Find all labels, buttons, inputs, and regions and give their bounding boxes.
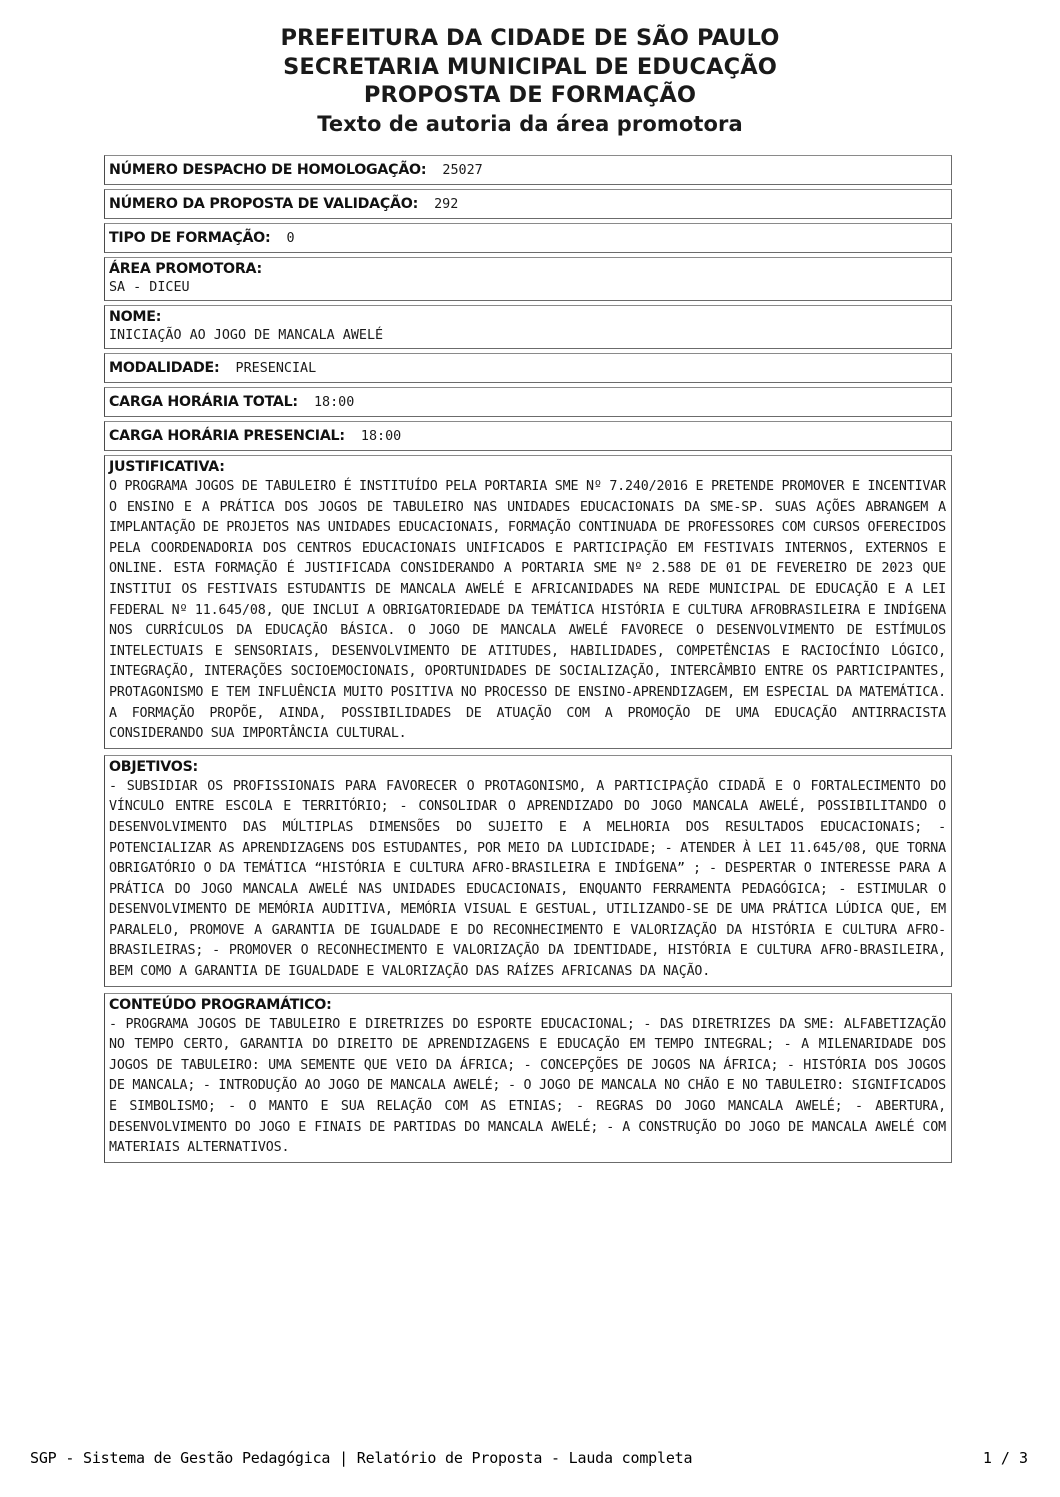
document-footer xyxy=(0,1447,1060,1469)
section-conteudo-label: CONTEÚDO PROGRAMÁTICO: xyxy=(109,996,332,1013)
section-objetivos-label: OBJETIVOS: xyxy=(109,758,198,775)
field-despacho-label: NÚMERO DESPACHO DE HOMOLOGAÇÃO: xyxy=(109,162,427,178)
section-justificativa-label: JUSTIFICATIVA: xyxy=(109,459,225,475)
section-justificativa-text: O PROGRAMA JOGOS DE TABULEIRO É INSTITUÍDO PELA PORTARIA SME Nº 7.240/2016 E PRETENDE PROMOVER E INCENTIVAR O ENSINO E A PRÁTICA DOS JOGOS DE TABULEIRO NAS UNIDADES EDUCACIONAIS DA SME-SP. SUAS AÇÕES ABRANGEM A IMPLANTAÇÃO DE PROJETOS NAS UNIDADES EDUCACIONAIS, FORMAÇÃO CONTINUADA DE PROFESSORES COM CURSOS OFERECIDOS PELA COORDENADORIA DOS CENTROS EDUCACIONAIS UNIFICADOS E PARTICIPAÇÃO EM FESTIVAIS INTERNOS, EXTERNOS E ONLINE. ESTA FORMAÇÃO É JUSTIFICADA CONSIDERANDO A PORTARIA SME Nº 2.588 DE 01 DE FEVEREIRO DE 2023 QUE INSTITUI OS FESTIVAIS ESTUDANTIS DE MANCALA AWELÉ E AFRICANIDADES NA REDE MUNICIPAL DE EDUCAÇÃO E A LEI FEDERAL Nº 11.645/08, QUE INCLUI A OBRIGATORIEDADE DA TEMÁTICA HISTÓRIA E CULTURA AFROBRASILEIRA E INDÍGENA NOS CURRÍCULOS DA EDUCAÇÃO BÁSICA. O JOGO DE MANCALA AWELÉ FAVORECE O DESENVOLVIMENTO DE ESTÍMULOS INTELECTUAIS E SENSORIAIS, DESENVOLVIMENTO DE ATITUDES, HABILIDADES, COMPETÊNCIAS E RACIOCÍNIO LÓGICO, INTEGRAÇÃO, INTERAÇÕES SOCIOEMOCIONAIS, OPORTUNIDADES DE SOCIALIZAÇÃO, INTERCÂMBIO ENTRE OS PARTICIPANTES, PROTAGONISMO E TEM INFLUÊNCIA MUITO POSITIVA NO PROCESSO DE ENSINO-APRENDIZAGEM, EM ESPECIAL DA MATEMÁTICA. A FORMAÇÃO PROPÕE, AINDA, POSSIBILIDADES DE ATUAÇÃO COM A PROMOÇÃO DE UMA EDUCAÇÃO ANTIRRACISTA CONSIDERANDO SUA IMPORTÂNCIA CULTURAL. xyxy=(109,479,946,742)
field-carga-horaria-total xyxy=(104,387,952,417)
field-carga-total-label: CARGA HORÁRIA TOTAL: xyxy=(109,394,298,410)
field-proposta-label: NÚMERO DA PROPOSTA DE VALIDAÇÃO: xyxy=(109,196,418,212)
section-justificativa xyxy=(104,455,952,749)
field-carga-presencial-value: 18:00 xyxy=(360,429,402,444)
field-proposta-value: 292 xyxy=(434,197,459,212)
section-objetivos-text: - SUBSIDIAR OS PROFISSIONAIS PARA FAVORECER O PROTAGONISMO, A PARTICIPAÇÃO CIDADÃ E O FORTALECIMENTO DO VÍNCULO ENTRE ESCOLA E TERRITÓRIO; - CONSOLIDAR O APRENDIZADO DO JOGO MANCALA AWELÉ, POSSIBILITANDO O DESENVOLVIMENTO DAS MÚLTIPLAS DIMENSÕES DO SUJEITO E A MELHORIA DOS RESULTADOS EDUCACIONAIS; - POTENCIALIZAR AS APRENDIZAGENS DOS ESTUDANTES, POR MEIO DA LUDICIDADE; - ATENDER À LEI 11.645/08, QUE TORNA OBRIGATÓRIO O DA TEMÁTICA “HISTÓRIA E CULTURA AFRO-BRASILEIRA E INDÍGENA” ; - DESPERTAR O INTERESSE PARA A PRÁTICA DO JOGO MANCALA AWELÉ NAS UNIDADES EDUCACIONAIS, ENQUANTO FERRAMENTA PEDAGÓGICA; - ESTIMULAR O DESENVOLVIMENTO DE MEMÓRIA AUDITIVA, MEMÓRIA VISUAL E GESTUAL, UTILIZANDO-SE DE UMA PRÁTICA LÚDICA QUE, EM PARALELO, PROMOVE A GARANTIA DE IGUALDADE E DO RECONHECIMENTO E VALORIZAÇÃO DA HISTÓRIA E CULTURA AFRO-BRASILEIRAS; - PROMOVER O RECONHECIMENTO E VALORIZAÇÃO DA IDENTIDADE, HISTÓRIA E CULTURA AFRO-BRASILEIRA, BEM COMO A GARANTIA DE IGUALDADE E VALORIZAÇÃO DAS RAÍZES AFRICANAS DA NAÇÃO. xyxy=(109,778,946,980)
field-carga-total-value: 18:00 xyxy=(313,395,355,410)
section-conteudo-programatico xyxy=(104,993,952,1163)
fields-container xyxy=(104,155,952,1169)
header-line-prefeitura: PREFEITURA DA CIDADE DE SÃO PAULO xyxy=(280,25,780,51)
field-modalidade-label: MODALIDADE: xyxy=(109,360,220,376)
field-nome-label: NOME: xyxy=(109,309,162,325)
field-nome-value: INICIAÇÃO AO JOGO DE MANCALA AWELÉ xyxy=(109,328,384,343)
field-modalidade-value: PRESENCIAL xyxy=(235,361,317,376)
field-despacho-homologacao xyxy=(104,155,952,185)
footer-system-label: SGP - Sistema de Gestão Pedagógica | Relatório de Proposta - Lauda completa xyxy=(30,1449,693,1467)
document-header xyxy=(0,24,1060,138)
field-area-promotora-label: ÁREA PROMOTORA: xyxy=(109,261,262,277)
header-line-subtitle: Texto de autoria da área promotora xyxy=(317,111,743,136)
section-objetivos xyxy=(104,755,952,987)
field-tipo-label: TIPO DE FORMAÇÃO: xyxy=(109,230,271,246)
field-tipo-value: 0 xyxy=(286,231,295,246)
field-tipo-formacao xyxy=(104,223,952,253)
field-modalidade xyxy=(104,353,952,383)
field-area-promotora xyxy=(104,257,952,301)
field-despacho-value: 25027 xyxy=(442,163,483,178)
field-carga-presencial-label: CARGA HORÁRIA PRESENCIAL: xyxy=(109,428,345,444)
field-area-promotora-value: SA - DICEU xyxy=(109,280,190,295)
field-carga-horaria-presencial xyxy=(104,421,952,451)
footer-page-number: 1 / 3 xyxy=(982,1449,1028,1467)
section-conteudo-text: - PROGRAMA JOGOS DE TABULEIRO E DIRETRIZES DO ESPORTE EDUCACIONAL; - DAS DIRETRIZES DA SME: ALFABETIZAÇÃO NO TEMPO CERTO, GARANTIA DO DIREITO DE APRENDIZAGENS E EDUCAÇÃO EM TEMPO INTEGRAL; - A MILENARIDADE DOS JOGOS DE TABULEIRO: UMA SEMENTE QUE VEIO DA ÁFRICA; - CONCEPÇÕES DE JOGOS NA ÁFRICA; - HISTÓRIA DOS JOGOS DE MANCALA; - INTRODUÇÃO AO JOGO DE MANCALA AWELÉ; - O JOGO DE MANCALA NO CHÃO E NO TABULEIRO: SIGNIFICADOS E SIMBOLISMO; - O MANTO E SUA RELAÇÃO COM AS ETNIAS; - REGRAS DO JOGO MANCALA AWELÉ; - ABERTURA, DESENVOLVIMENTO DO JOGO E FINAIS DE PARTIDAS DO MANCALA AWELÉ; - A CONSTRUÇÃO DO JOGO DE MANCALA AWELÉ COM MATERIAIS ALTERNATIVOS. xyxy=(109,1016,946,1156)
header-line-proposta: PROPOSTA DE FORMAÇÃO xyxy=(363,82,697,108)
header-line-secretaria: SECRETARIA MUNICIPAL DE EDUCAÇÃO xyxy=(283,53,777,80)
field-nome xyxy=(104,305,952,349)
field-proposta-validacao xyxy=(104,189,952,219)
